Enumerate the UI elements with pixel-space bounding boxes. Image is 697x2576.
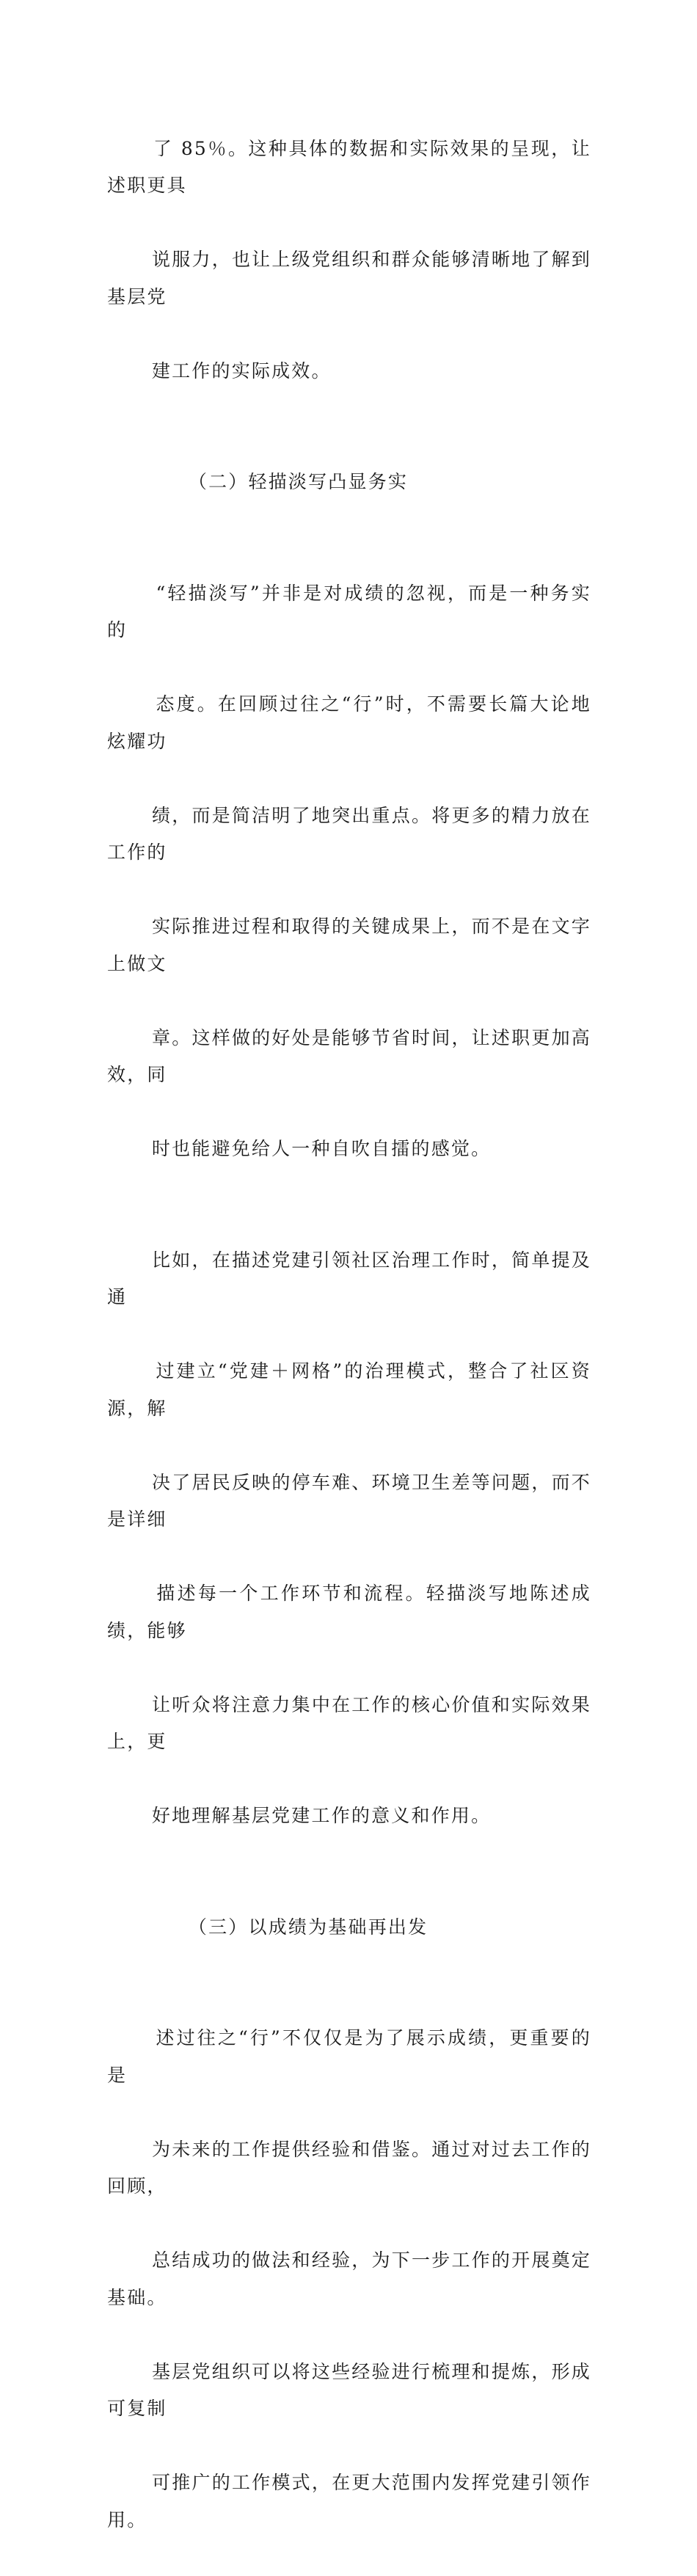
text-line: 让听众将注意力集中在工作的核心价值和实际效果上，更 <box>107 1693 591 1752</box>
text-line: 绩，而是简洁明了地突出重点。将更多的精力放在工作的 <box>107 804 591 863</box>
heading-text: （三）以成绩为基础再出发 <box>188 1916 428 1938</box>
heading-text: （二）轻描淡写凸显务实 <box>188 471 409 492</box>
paragraph <box>107 1205 591 1872</box>
text-line: 实际推进过程和取得的关键成果上，而不是在文字上做文 <box>107 916 591 974</box>
text-line: 总结成功的做法和经验，为下一步工作的开展奠定基础。 <box>107 2250 591 2308</box>
text-line: 比如，在描述党建引领社区治理工作时，简单提及通 <box>107 1249 591 1307</box>
section-heading-3 <box>107 1872 591 1983</box>
text-line: 基层党组织可以将这些经验进行梳理和提炼，形成可复制 <box>107 2360 591 2419</box>
text-line: 章。这样做的好处是能够节省时间，让述职更加高效，同 <box>107 1026 591 1085</box>
text-line: 好地理解基层党建工作的意义和作用。 <box>151 1805 492 1826</box>
text-line: 了 85％。这种具体的数据和实际效果的呈现，让述职更具 <box>107 137 591 196</box>
text-line: 态度。在回顾过往之“行”时，不需要长篇大论地炫耀功 <box>107 693 591 752</box>
text-line: 时也能避免给人一种自吹自擂的感觉。 <box>151 1138 492 1159</box>
text-line: 说服力，也让上级党组织和群众能够清晰地了解到基层党 <box>107 249 591 307</box>
section-heading-2 <box>107 427 591 539</box>
text-line: 描述每一个工作环节和流程。轻描淡写地陈述成绩，能够 <box>107 1583 591 1641</box>
document-body <box>107 93 591 2576</box>
paragraph <box>107 538 591 1205</box>
text-line: 决了居民反映的停车难、环境卫生差等问题，而不是详细 <box>107 1471 591 1530</box>
text-line: 过建立“党建＋网格”的治理模式，整合了社区资源，解 <box>107 1360 591 1419</box>
text-line: 可推广的工作模式，在更大范围内发挥党建引领作用。 <box>107 2472 591 2531</box>
text-line: 述过往之“行”不仅仅是为了展示成绩，更重要的是 <box>107 2027 591 2086</box>
text-line: “轻描淡写”并非是对成绩的忽视，而是一种务实的 <box>107 582 591 641</box>
paragraph <box>107 1983 591 2576</box>
paragraph-continuation <box>107 93 591 427</box>
text-line: 建工作的实际成效。 <box>151 360 332 382</box>
text-line: 为未来的工作提供经验和借鉴。通过对过去工作的回顾， <box>107 2138 591 2197</box>
